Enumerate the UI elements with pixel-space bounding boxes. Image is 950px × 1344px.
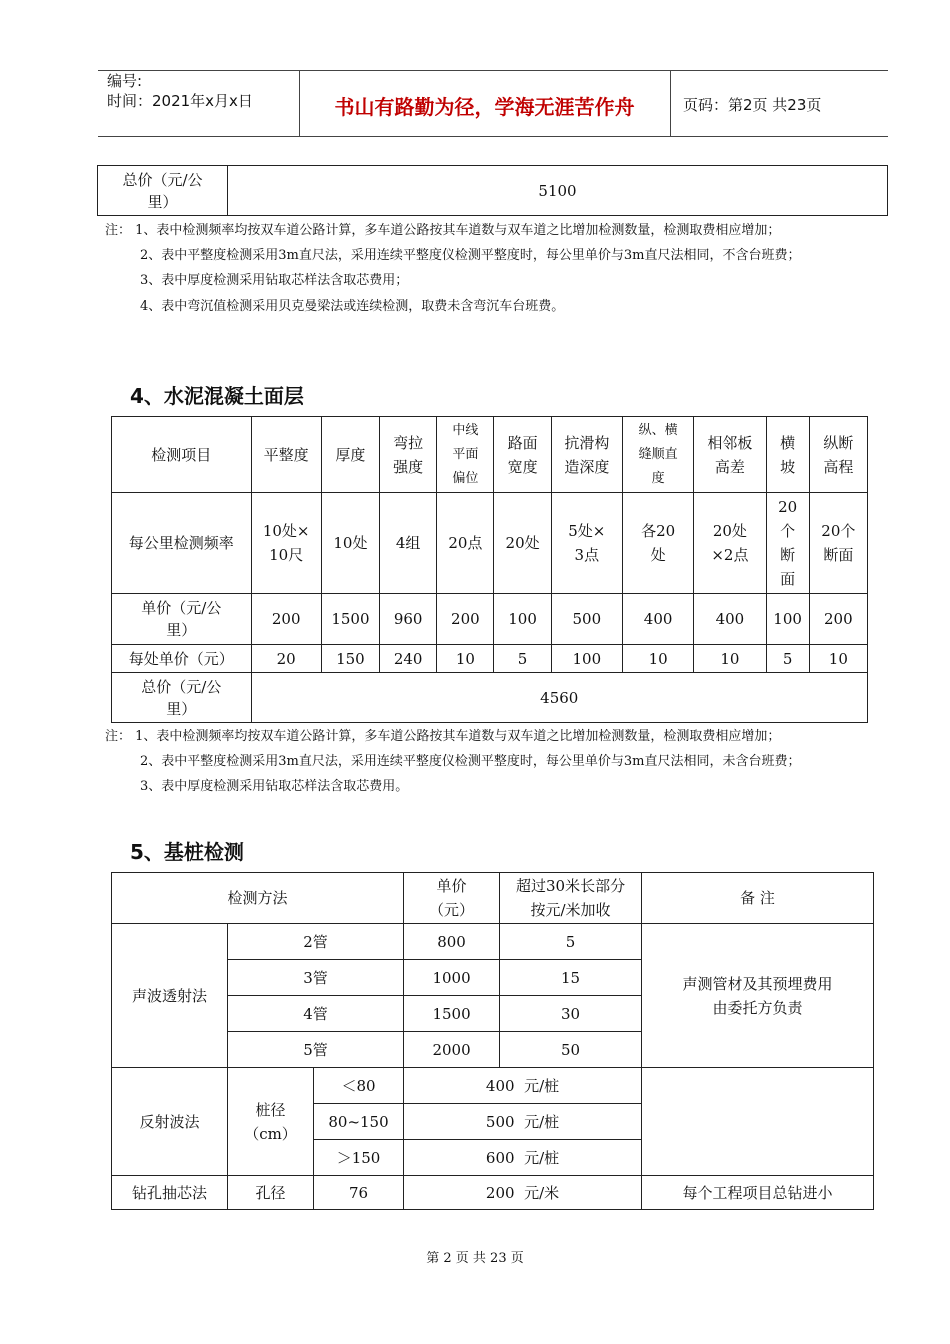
- row-items: [112, 417, 868, 493]
- sonic-label: 声波透射法: [112, 924, 228, 1068]
- freq-cell: 10处: [321, 493, 379, 594]
- price-cell: 100: [766, 594, 809, 645]
- reflect-price: 400 元/桩: [404, 1068, 642, 1104]
- price-cell: 200: [437, 594, 494, 645]
- label-unit-price: 单价（元/公 里）: [112, 594, 252, 645]
- header-unit-price: 单价 （元）: [404, 873, 500, 924]
- header-method: 检测方法: [112, 873, 404, 924]
- label-item: 检测项目: [112, 417, 252, 493]
- label-total: 总价（元/公 里）: [112, 673, 252, 723]
- header-extra: 超过30米长部分 按元/米加收: [500, 873, 642, 924]
- core-price: 200 元/米: [404, 1176, 642, 1210]
- section4-note-2: 2、表中平整度检测采用3m直尺法，采用连续平整度仪检测平整度时，每公里单价与3m直尺法相同，未含台班费；: [140, 754, 801, 769]
- item-cell: 平整度: [251, 417, 321, 493]
- label-per-point: 每处单价（元）: [112, 645, 252, 673]
- price-cell: 200: [251, 594, 321, 645]
- freq-cell: 5处× 3点: [551, 493, 622, 594]
- freq-cell: 各20 处: [622, 493, 693, 594]
- freq-cell: 4组: [380, 493, 437, 594]
- per-point-cell: 10: [622, 645, 693, 673]
- sonic-pipes: 2管: [228, 924, 404, 960]
- reflect-label: 反射波法: [112, 1068, 228, 1176]
- section5-title: 5、基桩检测: [130, 840, 244, 864]
- freq-cell: 20点: [437, 493, 494, 594]
- price-cell: 960: [380, 594, 437, 645]
- doc-time: 时间：2021年x月x日: [107, 92, 253, 110]
- core-label: 钻孔抽芯法: [112, 1176, 228, 1210]
- price-cell: 100: [494, 594, 551, 645]
- sonic-pipes: 4管: [228, 996, 404, 1032]
- sonic-extra: 15: [500, 960, 642, 996]
- sonic-remark: 声测管材及其预埋费用 由委托方负责: [642, 924, 874, 1068]
- page-footer: 第 2 页 共 23 页: [426, 1251, 524, 1266]
- row-per-point: [112, 645, 868, 673]
- per-point-cell: 20: [251, 645, 321, 673]
- item-cell: 抗滑构 造深度: [551, 417, 622, 493]
- per-point-cell: 10: [437, 645, 494, 673]
- per-point-cell: 5: [494, 645, 551, 673]
- price-cell: 400: [622, 594, 693, 645]
- item-cell: 厚度: [321, 417, 379, 493]
- price-cell: 400: [694, 594, 766, 645]
- sonic-price: 2000: [404, 1032, 500, 1068]
- total-value: 4560: [251, 673, 867, 723]
- prev-note-4: 4、表中弯沉值检测采用贝克曼梁法或连续检测，取费未含弯沉车台班费。: [140, 299, 565, 314]
- doc-code-label: 编号:: [107, 72, 143, 90]
- price-cell: 200: [809, 594, 867, 645]
- item-cell: 横 坡: [766, 417, 809, 493]
- row-frequency: [112, 493, 868, 594]
- price-cell: 1500: [321, 594, 379, 645]
- per-point-cell: 10: [694, 645, 766, 673]
- core-size: 76: [314, 1176, 404, 1210]
- per-point-cell: 10: [809, 645, 867, 673]
- freq-cell: 20个 断面: [809, 493, 867, 594]
- header-top-rule: [98, 70, 888, 71]
- prev-total-value: 5100: [228, 166, 888, 216]
- per-point-cell: 240: [380, 645, 437, 673]
- item-cell: 中线 平面 偏位: [437, 417, 494, 493]
- core-remark: 每个工程项目总钻进小: [642, 1176, 874, 1210]
- concrete-table: [111, 416, 868, 723]
- sonic-price: 800: [404, 924, 500, 960]
- item-cell: 纵断 高程: [809, 417, 867, 493]
- freq-cell: 20处 ×2点: [694, 493, 766, 594]
- section4-title: 4、水泥混凝土面层: [130, 384, 304, 408]
- item-cell: 路面 宽度: [494, 417, 551, 493]
- sonic-extra: 50: [500, 1032, 642, 1068]
- core-sub-label: 孔径: [228, 1176, 314, 1210]
- reflect-price: 500 元/桩: [404, 1104, 642, 1140]
- reflect-sub-label: 桩径 （cm）: [228, 1068, 314, 1176]
- item-cell: 纵、横 缝顺直 度: [622, 417, 693, 493]
- section4-note-1: 注： 1、表中检测频率均按双车道公路计算，多车道公路按其车道数与双车道之比增加检测数量，检测取费相应增加；: [105, 729, 781, 744]
- sonic-pipes: 5管: [228, 1032, 404, 1068]
- sonic-price: 1000: [404, 960, 500, 996]
- reflect-range: ＜80: [314, 1068, 404, 1104]
- header-bottom-rule: [98, 136, 888, 137]
- prev-note-2: 2、表中平整度检测采用3m直尺法，采用连续平整度仪检测平整度时，每公里单价与3m直尺法相同，不含台班费；: [140, 248, 801, 263]
- price-cell: 500: [551, 594, 622, 645]
- section4-note-3: 3、表中厚度检测采用钻取芯样法含取芯费用。: [140, 779, 409, 794]
- prev-total-label: 总价（元/公 里）: [98, 166, 228, 216]
- label-frequency: 每公里检测频率: [112, 493, 252, 594]
- header-divider-2: [670, 70, 671, 136]
- prev-note-3: 3、表中厚度检测采用钻取芯样法含取芯费用；: [140, 273, 409, 288]
- reflect-range: ＞150: [314, 1140, 404, 1176]
- reflect-range: 80~150: [314, 1104, 404, 1140]
- per-point-cell: 150: [321, 645, 379, 673]
- page-info: 页码：第2页 共23页: [683, 96, 822, 114]
- sonic-extra: 30: [500, 996, 642, 1032]
- pile-table: [111, 872, 874, 1210]
- freq-cell: 20 个 断 面: [766, 493, 809, 594]
- row-unit-price: [112, 594, 868, 645]
- freq-cell: 10处× 10尺: [251, 493, 321, 594]
- reflect-remark: [642, 1068, 874, 1176]
- per-point-cell: 100: [551, 645, 622, 673]
- item-cell: 弯拉 强度: [380, 417, 437, 493]
- reflect-price: 600 元/桩: [404, 1140, 642, 1176]
- sonic-extra: 5: [500, 924, 642, 960]
- prev-note-1: 注： 1、表中检测频率均按双车道公路计算，多车道公路按其车道数与双车道之比增加检测数量，检测取费相应增加；: [105, 223, 781, 238]
- sonic-price: 1500: [404, 996, 500, 1032]
- header-remark: 备 注: [642, 873, 874, 924]
- freq-cell: 20处: [494, 493, 551, 594]
- motto: 书山有路勤为径，学海无涯苦作舟: [334, 95, 635, 119]
- per-point-cell: 5: [766, 645, 809, 673]
- prev-total-table: [97, 165, 888, 216]
- item-cell: 相邻板 高差: [694, 417, 766, 493]
- row-total: [112, 673, 868, 723]
- sonic-pipes: 3管: [228, 960, 404, 996]
